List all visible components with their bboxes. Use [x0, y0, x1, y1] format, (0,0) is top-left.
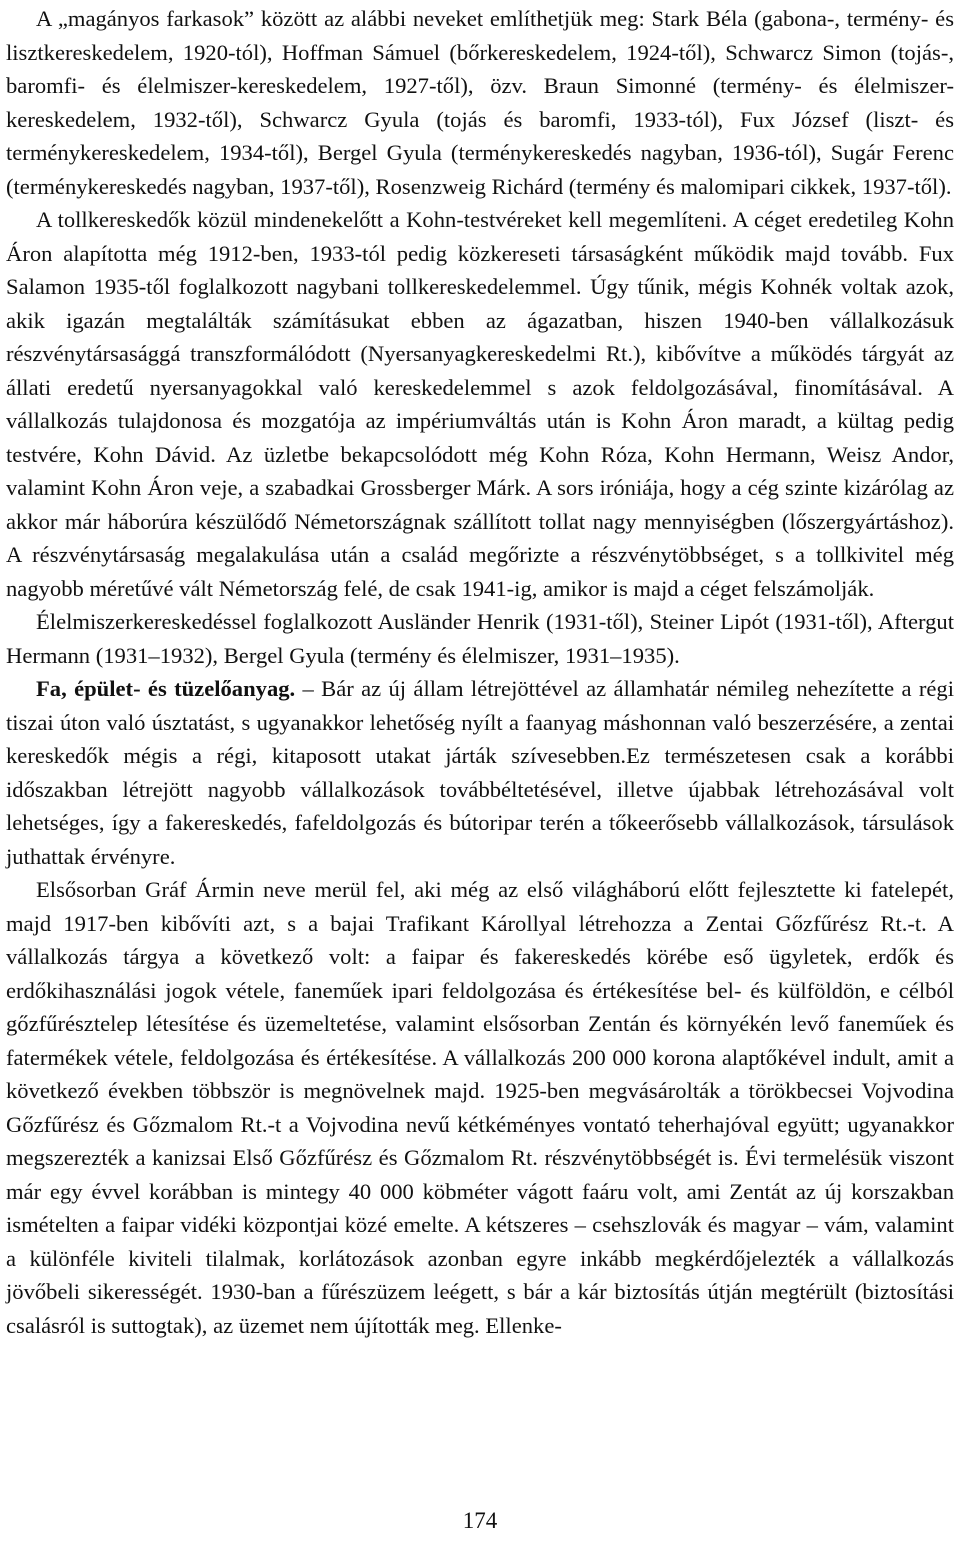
paragraph-text: Elsősorban Gráf Ármin neve merül fel, aki még az első világháború előtt fejlesztette ki fatelepét, majd 1917-ben kibővíti azt, s a bajai Trafikant Károllyal létrehozza a Zentai Gőzfűrész Rt.-t. A vállalkozás tárgya a következő volt: a faipar és fakereskedés körébe eső ügyletek, erdők és erdőkihasználási jogok vétele, faneműek ipari feldolgozása és értékesítése bel- és külföldön, e célból gőzfűrésztelep létesítése és üzemeltetése, valamint elsősorban Zentán és környékén levő faneműek és fatermékek vétele, feldolgozása és értékesítése. A vállalkozás 200 000 korona alaptőkével indult, amit a következő években többször is megnövelnek majd. 1925-ben megvásárolták a törökbecsei Vojvodina Gőzfűrész és Gőzmalom Rt.-t a Vojvodina nevű kétkéményes vontató teherhajóval együtt; ugyanakkor megszerezték a kanizsai Első Gőzfűrész és Gőzmalom Rt. részvénytöbbségét is. Évi termelésük viszont már egy évvel korábban is mintegy 40 000 köbméter vágott faáru volt, ami Zentát az új korszakban ismételten a faipar vidéki központjai közé emelte. A kétszeres – csehszlovák és magyar – vám, valamint a különféle kiviteli tilalmak, korlátozások azonban egyre inkább megkérdőjelezték a vállalkozás jövőbeli sikerességét. 1930-ban a fűrészüzem leégett, s bár a kár biztosítás útján megtérült (biztosítási csalásról is suttogtak), az üzemet nem újították meg. Ellenke-	[6, 877, 954, 1338]
paragraph-lone-wolves	[6, 2, 954, 203]
section-heading: Fa, épület- és tüzelőanyag.	[36, 676, 296, 701]
page-number: 174	[462, 1508, 498, 1533]
paragraph-wood-section	[6, 672, 954, 873]
paragraph-food-traders	[6, 605, 954, 672]
paragraph-text: A „magányos farkasok” között az alábbi neveket említhetjük meg: Stark Béla (gabona-, termény- és lisztkereskedelem, 1920-tól), Hoffman Sámuel (bőrkereskedelem, 1924-től), Schwarcz Simon (tojás-, baromfi- és élelmiszer-kereskedelem, 1927-től), özv. Braun Simonné (termény- és élelmiszer-kereskedelem, 1932-től), Schwarcz Gyula (tojás és baromfi, 1933-tól), Fux József (liszt- és terménykereskedelem, 1934-től), Bergel Gyula (terménykereskedés nagyban, 1936-tól), Sugár Ferenc (terménykereskedés nagyban, 1937-től), Rosenzweig Richárd (termény és malomipari cikkek, 1937-től).	[6, 6, 954, 199]
paragraph-text: Élelmiszerkereskedéssel foglalkozott Ausländer Henrik (1931-től), Steiner Lipót (1931-től), Aftergut Hermann (1931–1932), Bergel Gyula (termény és élelmiszer, 1931–1935).	[6, 609, 954, 668]
paragraph-feather-traders	[6, 203, 954, 605]
page-body	[6, 2, 954, 1342]
paragraph-graf-armin	[6, 873, 954, 1342]
paragraph-text: – Bár az új állam létrejöttével az államhatár némileg nehezítette a régi tiszai úton való úsztatást, s ugyanakkor lehetőség nyílt a faanyag máshonnan való beszerzésére, a zentai kereskedők mégis a régi, kitaposott utakat járták szívesebben.Ez természetesen csak a korábbi időszakban létrejött nagyobb vállalkozások továbbéltetésével, illetve újabbak létrehozásával volt lehetséges, így a fakereskedés, fafeldolgozás és bútoripar terén a tőkeerősebb vállalkozások, társulások juthattak érvényre.	[6, 676, 954, 869]
paragraph-text: A tollkereskedők közül mindenekelőtt a Kohn-testvéreket kell megemlíteni. A céget eredetileg Kohn Áron alapította még 1912-ben, 1933-tól pedig közkereseti társaságként működik majd tovább. Fux Salamon 1935-től foglalkozott nagybani tollkereskedelemmel. Úgy tűnik, mégis Kohnék voltak azok, akik igazán megtalálták számításukat ebben az ágazatban, hiszen 1940-ben vállalkozásuk részvénytársasággá transzformálódott (Nyersanyagkereskedelmi Rt.), kibővítve a működés tárgyát az állati eredetű nyersanyagokkal való kereskedelemmel s azok feldolgozásával, finomításával. A vállalkozás tulajdonosa és mozgatója az impériumváltás után is Kohn Áron maradt, a kültag pedig testvére, Kohn Dávid. Az üzletbe bekapcsolódott még Kohn Róza, Kohn Hermann, Weisz Andor, valamint Kohn Áron veje, a szabadkai Grossberger Márk. A sors iróniája, hogy a cég szinte kizárólag az akkor már háborúra készülődő Németországnak szállított tollat nagy mennyiségben (lőszergyártáshoz). A részvénytársaság megalakulása után a család megőrizte a részvénytöbbséget, s a tollkivitel még nagyobb méretűvé vált Németország felé, de csak 1941-ig, amikor is majd a céget felszámolják.	[6, 207, 954, 601]
